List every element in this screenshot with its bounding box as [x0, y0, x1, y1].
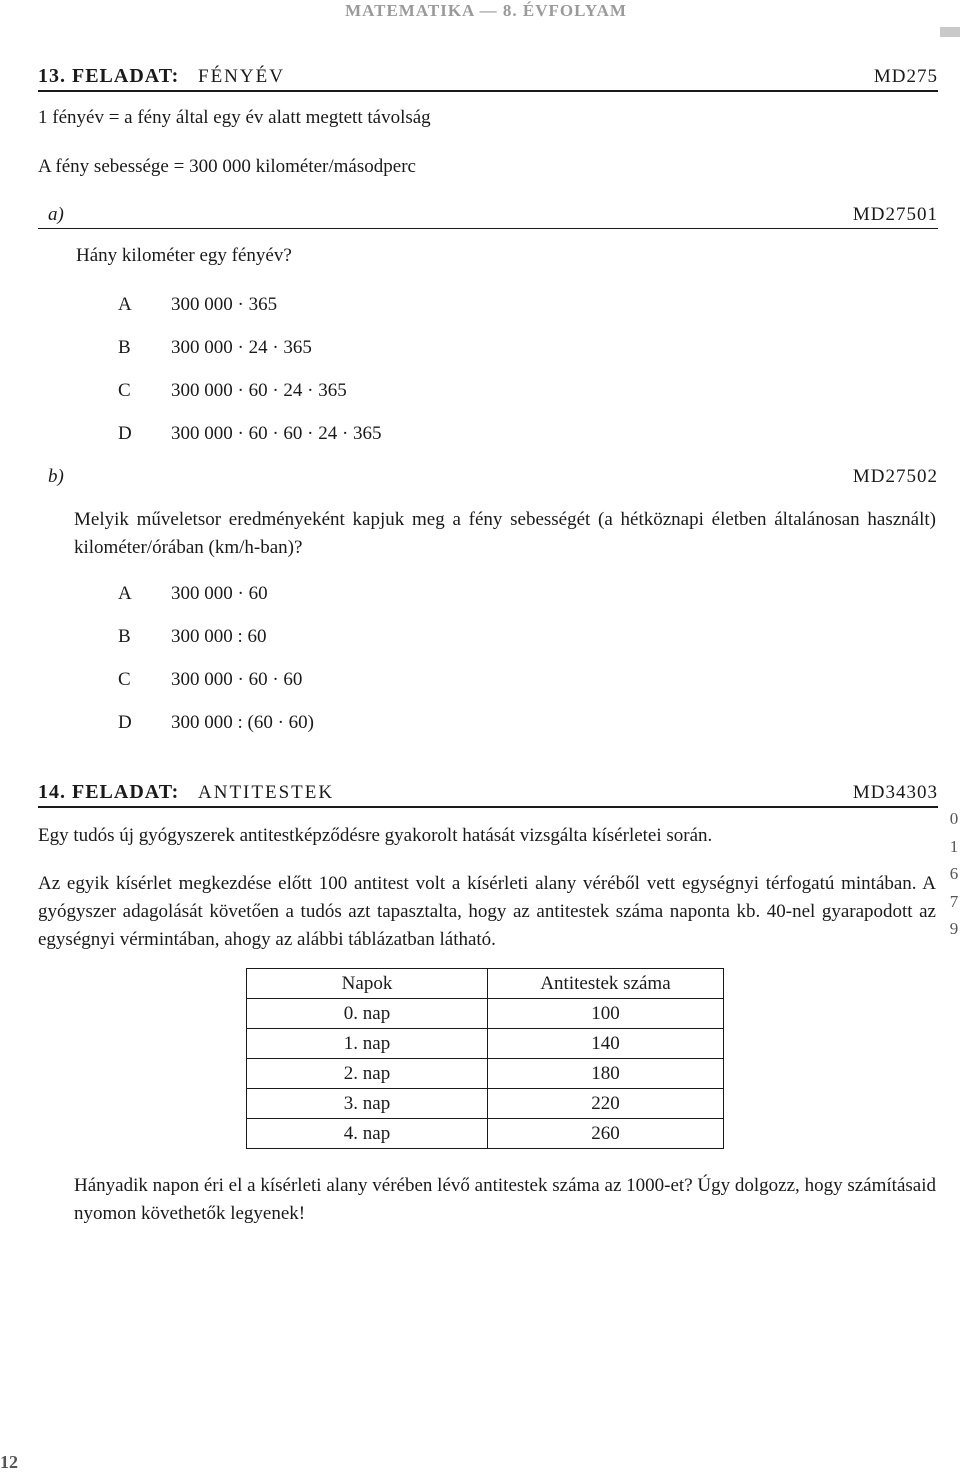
task-13-number: 13. FELADAT:	[38, 65, 180, 87]
column-header: Antitestek száma	[488, 969, 724, 999]
table-row	[247, 1089, 724, 1119]
option-letter[interactable]: D	[118, 712, 132, 733]
option-text: 300 000 · 60	[171, 583, 268, 604]
task-14-title: ANTITESTEK	[198, 782, 335, 803]
page-number: 12	[0, 1452, 18, 1472]
task-14-number: 14. FELADAT:	[38, 781, 180, 803]
task-14-intro: Egy tudós új gyógyszerek antitestképződésre gyakorolt hatását vizsgálta kísérletei során.	[38, 825, 713, 846]
score-code: 9	[949, 919, 959, 938]
option-letter[interactable]: A	[118, 583, 132, 604]
option-letter[interactable]: A	[118, 294, 132, 315]
table-cell: 2. nap	[247, 1059, 488, 1089]
light-speed: A fény sebessége = 300 000 kilométer/másodperc	[38, 156, 416, 177]
option-text: 300 000 : 60	[171, 626, 267, 647]
option-text: 300 000 · 60 · 60 · 24 · 365	[171, 423, 382, 444]
option-letter[interactable]: C	[118, 380, 131, 401]
option-text: 300 000 · 24 · 365	[171, 337, 312, 358]
table-cell: 4. nap	[247, 1119, 488, 1149]
task-13-code: MD275	[873, 66, 938, 87]
table-cell: 180	[488, 1059, 724, 1089]
part-b-code: MD27502	[852, 466, 938, 487]
option-letter[interactable]: D	[118, 423, 132, 444]
table-cell: 1. nap	[247, 1029, 488, 1059]
header-corner-mark	[940, 27, 960, 37]
table-cell: 0. nap	[247, 999, 488, 1029]
table-row	[247, 999, 724, 1029]
task-14-description: Az egyik kísérlet megkezdése előtt 100 antitest volt a kísérleti alany véréből vett egységnyi térfogatú mintában. A gyógyszer adagolását követően a tudós azt tapasztalta, hogy az antitestek száma naponta kb. 40-nel gyarapodott az egységnyi vérmintában, ahogy az alábbi táblázatban látható.	[38, 873, 936, 950]
score-code: 6	[949, 864, 959, 883]
option-letter[interactable]: C	[118, 669, 131, 690]
table-cell: 100	[488, 999, 724, 1029]
score-codes	[944, 805, 960, 943]
option-text: 300 000 · 365	[171, 294, 278, 315]
part-a-code: MD27501	[852, 204, 938, 225]
task-13-title: FÉNYÉV	[198, 66, 285, 87]
part-b-label: b)	[48, 466, 64, 487]
option-text: 300 000 · 60 · 24 · 365	[171, 380, 347, 401]
part-b-question: Melyik műveletsor eredményeként kapjuk meg a fény sebességét (a hétköznapi életben általánosan használt) kilométer/órában (km/h-ban)?	[74, 509, 936, 558]
part-a-label: a)	[48, 204, 64, 225]
score-code: 1	[949, 836, 959, 856]
running-header: MATEMATIKA — 8. ÉVFOLYAM	[345, 1, 627, 20]
table-row	[247, 1059, 724, 1089]
table-cell: 220	[488, 1089, 724, 1119]
score-code: 0	[949, 809, 959, 828]
part-a-header	[38, 204, 938, 229]
column-header: Napok	[247, 969, 488, 999]
option-text: 300 000 : (60 · 60)	[171, 712, 315, 733]
antibody-table	[246, 968, 724, 1149]
task-14-code: MD34303	[852, 782, 938, 803]
part-b-header	[38, 466, 938, 490]
lightyear-definition: 1 fényév = a fény által egy év alatt megtett távolság	[38, 107, 431, 128]
task-13-header	[38, 62, 938, 92]
option-text: 300 000 · 60 · 60	[171, 669, 303, 690]
table-cell: 140	[488, 1029, 724, 1059]
score-code: 7	[949, 891, 959, 911]
table-row	[247, 1119, 724, 1149]
option-letter[interactable]: B	[118, 337, 131, 358]
table-header-row	[247, 969, 724, 999]
option-letter[interactable]: B	[118, 626, 131, 647]
table-row	[247, 1029, 724, 1059]
task-14-question: Hányadik napon éri el a kísérleti alany vérében lévő antitestek száma az 1000-et? Úgy dolgozz, hogy számításaid nyomon követhetők legyenek!	[74, 1175, 936, 1224]
task-14-header	[38, 778, 938, 808]
part-a-question: Hány kilométer egy fényév?	[76, 245, 292, 266]
table-cell: 3. nap	[247, 1089, 488, 1119]
table-cell: 260	[488, 1119, 724, 1149]
